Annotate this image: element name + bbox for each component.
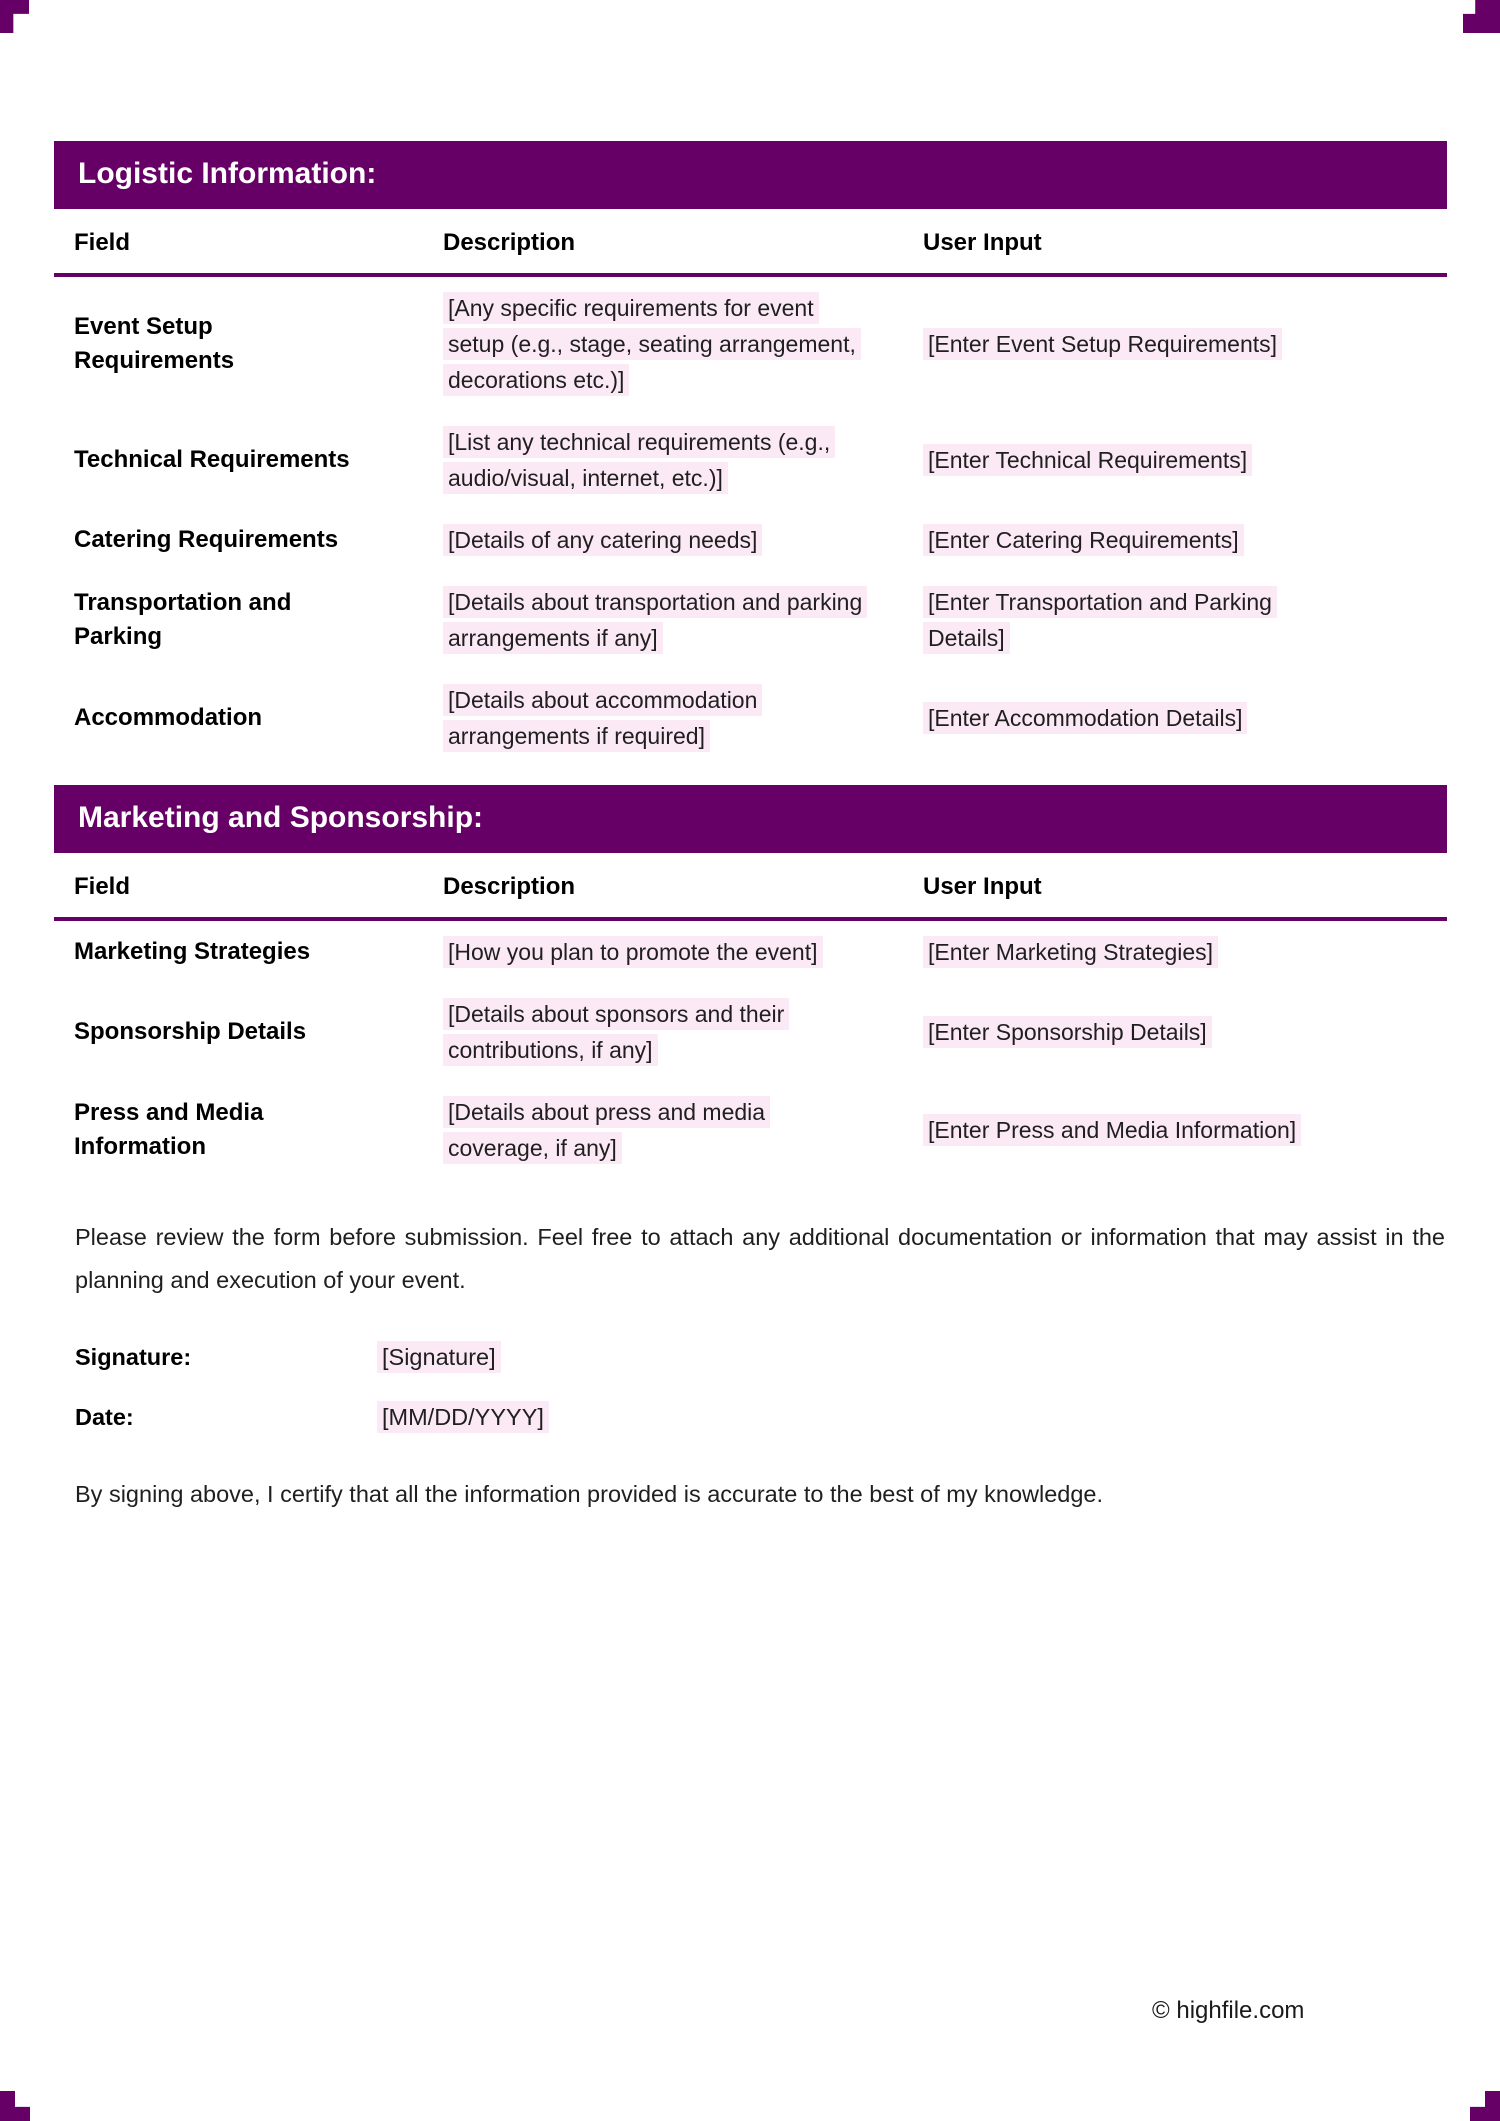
field-name: Event Setup Requirements	[74, 313, 235, 374]
field-name: Press and Media Information	[74, 1099, 264, 1160]
column-header-field: Field	[54, 209, 423, 275]
table-row	[54, 1081, 1447, 1179]
table-row	[54, 669, 1447, 767]
corner-decoration-top-right	[1463, 0, 1500, 33]
column-header-user-input: User Input	[903, 853, 1447, 919]
column-header-description: Description	[423, 853, 903, 919]
table-row	[54, 275, 1447, 411]
logistic-information-table	[54, 209, 1447, 767]
user-input-placeholder[interactable]: [Enter Press and Media Information]	[923, 1114, 1301, 1146]
signature-row	[75, 1339, 1500, 1375]
table-header-row	[54, 853, 1447, 919]
date-row	[75, 1399, 1500, 1435]
user-input-placeholder[interactable]: [Enter Catering Requirements]	[923, 524, 1244, 556]
section-header-logistic-information: Logistic Information:	[54, 141, 1447, 209]
user-input-placeholder[interactable]: [Enter Sponsorship Details]	[923, 1016, 1212, 1048]
description-placeholder: [How you plan to promote the event]	[443, 936, 823, 968]
field-name: Technical Requirements	[74, 446, 350, 473]
user-input-placeholder[interactable]: [Enter Transportation and Parking Details]	[923, 586, 1277, 654]
field-name: Sponsorship Details	[74, 1018, 307, 1045]
field-name: Marketing Strategies	[74, 938, 311, 965]
description-placeholder: [Details about transportation and parking arrangements if any]	[443, 586, 867, 654]
corner-decoration-bottom-left	[0, 2091, 30, 2121]
description-placeholder: [Details about sponsors and their contributions, if any]	[443, 998, 789, 1066]
table-row	[54, 919, 1447, 983]
user-input-placeholder[interactable]: [Enter Event Setup Requirements]	[923, 328, 1282, 360]
field-name: Catering Requirements	[74, 526, 339, 553]
table-row	[54, 411, 1447, 509]
marketing-sponsorship-table	[54, 853, 1447, 1179]
column-header-field: Field	[54, 853, 423, 919]
description-placeholder: [Details about press and media coverage, if any]	[443, 1096, 770, 1164]
corner-decoration-bottom-right	[1470, 2091, 1500, 2121]
signature-placeholder[interactable]: [Signature]	[377, 1341, 501, 1373]
column-header-user-input: User Input	[903, 209, 1447, 275]
description-placeholder: [Any specific requirements for event setup (e.g., stage, seating arrangement, decorations etc.)]	[443, 292, 861, 396]
date-label: Date:	[75, 1404, 134, 1430]
date-placeholder[interactable]: [MM/DD/YYYY]	[377, 1401, 549, 1433]
description-placeholder: [Details about accommodation arrangements if required]	[443, 684, 762, 752]
field-name: Accommodation	[74, 704, 263, 731]
description-placeholder: [Details of any catering needs]	[443, 524, 762, 556]
field-name: Transportation and Parking	[74, 589, 292, 650]
section-header-marketing-sponsorship: Marketing and Sponsorship:	[54, 785, 1447, 853]
table-row	[54, 509, 1447, 571]
user-input-placeholder[interactable]: [Enter Accommodation Details]	[923, 702, 1247, 734]
table-row	[54, 983, 1447, 1081]
user-input-placeholder[interactable]: [Enter Technical Requirements]	[923, 444, 1252, 476]
copyright-footer: © highfile.com	[1152, 1997, 1305, 2024]
certification-statement: By signing above, I certify that all the information provided is accurate to the best of my knowledge.	[75, 1481, 1104, 1507]
review-note: Please review the form before submission. Feel free to attach any additional documentation or information that may assist in the planning and execution of your event.	[75, 1224, 1445, 1293]
table-row	[54, 571, 1447, 669]
column-header-description: Description	[423, 209, 903, 275]
table-header-row	[54, 209, 1447, 275]
corner-decoration-top-left	[0, 0, 29, 33]
user-input-placeholder[interactable]: [Enter Marketing Strategies]	[923, 936, 1218, 968]
description-placeholder: [List any technical requirements (e.g., audio/visual, internet, etc.)]	[443, 426, 835, 494]
signature-label: Signature:	[75, 1344, 192, 1370]
